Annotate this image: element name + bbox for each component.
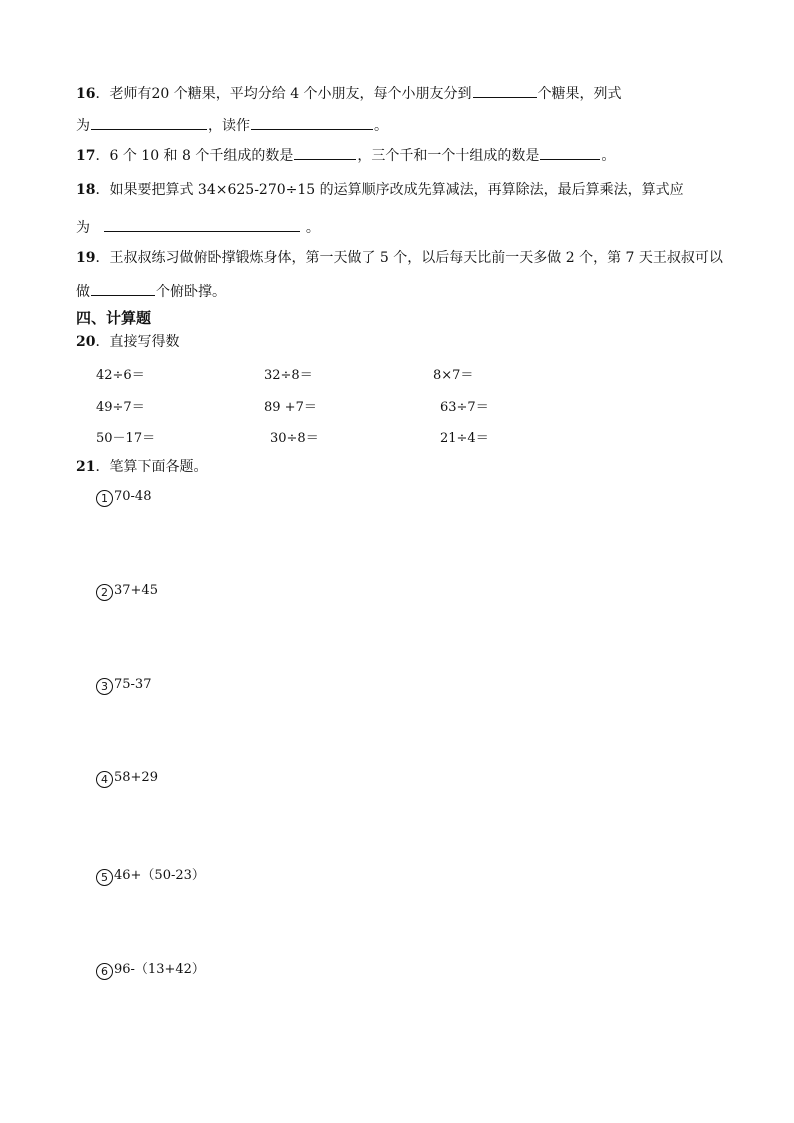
question-text: 。	[305, 220, 320, 236]
question-19-line-2	[76, 281, 226, 301]
written-calc-item-3	[96, 677, 151, 695]
calc-item: 32÷8＝	[264, 368, 313, 383]
question-text: 个俯卧撑。	[156, 284, 226, 300]
question-number: 18	[76, 182, 96, 198]
answer-blank[interactable]	[540, 145, 600, 160]
question-21	[76, 458, 207, 476]
question-number: 17	[76, 148, 96, 164]
written-calc-item-6	[96, 958, 205, 980]
question-number: 20	[76, 334, 96, 350]
circled-number: 3	[96, 678, 113, 695]
question-text: 为	[76, 220, 90, 236]
question-number: 16	[76, 86, 96, 102]
question-text: ．笔算下面各题。	[95, 459, 208, 475]
expression: 96-（13+42）	[114, 962, 205, 977]
written-calc-item-2	[96, 583, 158, 601]
written-calc-item-4	[96, 770, 158, 788]
question-text: 做	[76, 284, 90, 300]
answer-blank[interactable]	[473, 83, 537, 98]
question-text: 为	[76, 118, 90, 134]
calc-item: 50－17＝	[96, 431, 156, 446]
circled-number: 2	[96, 584, 113, 601]
calc-item: 63÷7＝	[440, 400, 489, 415]
question-text: ．如果要把算式 34×625-270÷15 的运算顺序改成先算减法，再算除法，最后算乘法，算式应	[95, 182, 684, 198]
question-text: 。	[601, 148, 616, 164]
answer-blank[interactable]	[91, 115, 207, 130]
question-text: 个糖果，列式	[537, 86, 622, 102]
question-16-line-1	[76, 83, 622, 103]
section-heading: 四、计算题	[76, 309, 152, 327]
question-text: 。	[374, 118, 388, 134]
question-20	[76, 333, 179, 351]
expression: 70-48	[114, 489, 152, 504]
answer-blank[interactable]	[294, 145, 356, 160]
circled-number: 4	[96, 771, 113, 788]
question-text: ．王叔叔练习做俯卧撑锻炼身体，第一天做了 5 个，以后每天比前一天多做 2 个，第 7 天王叔叔可以	[95, 250, 723, 266]
question-text: ，读作	[208, 118, 250, 134]
circled-number: 6	[96, 963, 113, 980]
question-number: 19	[76, 250, 96, 266]
expression: 37+45	[114, 583, 158, 598]
calc-item: 42÷6＝	[96, 368, 145, 383]
written-calc-item-1	[96, 489, 151, 507]
calc-item: 30÷8＝	[270, 431, 319, 446]
calc-item: 49÷7＝	[96, 400, 145, 415]
question-number: 21	[76, 459, 96, 475]
answer-blank[interactable]	[91, 281, 155, 296]
expression: 46+（50-23）	[114, 868, 205, 883]
answer-blank[interactable]	[251, 115, 373, 130]
question-text: ．6 个 10 和 8 个千组成的数是	[95, 148, 294, 164]
calc-item: 8×7＝	[433, 368, 474, 383]
question-18-line-2	[76, 217, 320, 237]
question-17	[76, 145, 615, 165]
question-18-line-1	[76, 181, 684, 199]
calc-item: 21÷4＝	[440, 431, 489, 446]
question-19-line-1	[76, 249, 723, 267]
question-text: ．老师有20 个糖果，平均分给 4 个小朋友，每个小朋友分到	[95, 86, 472, 102]
expression: 75-37	[114, 677, 152, 692]
question-text: ，三个千和一个十组成的数是	[357, 148, 540, 164]
circled-number: 5	[96, 869, 113, 886]
written-calc-item-5	[96, 864, 205, 886]
answer-blank[interactable]	[104, 217, 300, 232]
calc-item: 89 +7＝	[264, 400, 317, 415]
question-text: ．直接写得数	[95, 334, 180, 350]
circled-number: 1	[96, 490, 113, 507]
question-16-line-2	[76, 115, 388, 135]
expression: 58+29	[114, 770, 158, 785]
